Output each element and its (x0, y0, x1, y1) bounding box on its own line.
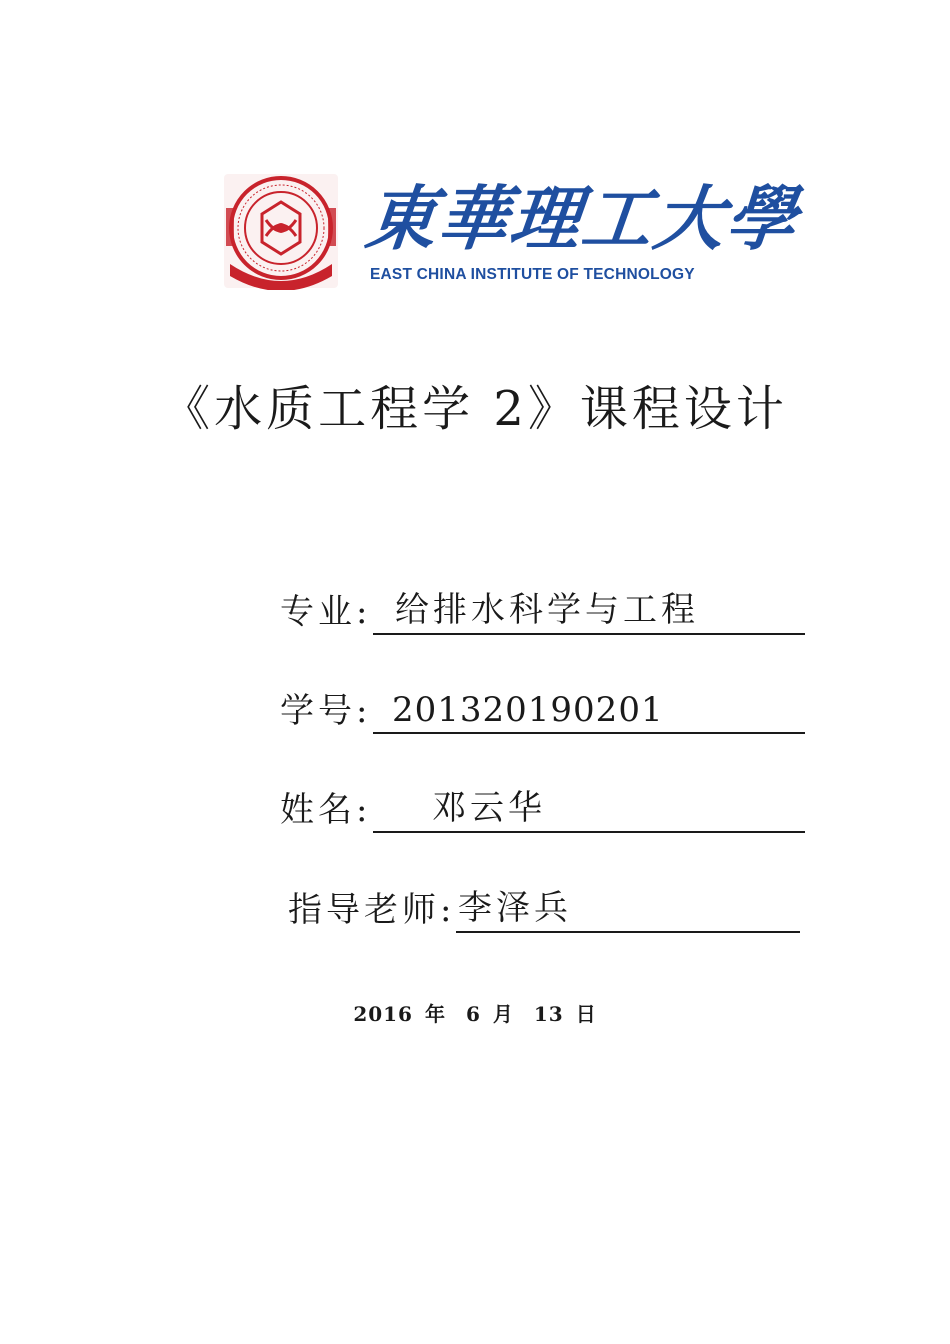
university-name-en: EAST CHINA INSTITUTE OF TECHNOLOGY (370, 266, 695, 283)
document-title: 《水质工程学 2》课程设计 (162, 381, 788, 437)
field-student-id-value: 201320190201 (392, 690, 664, 730)
document-date (0, 998, 950, 1027)
field-name-underline (373, 831, 805, 833)
university-name-cn (361, 176, 803, 262)
date-day: 13 (533, 1002, 564, 1026)
university-seal-icon (222, 172, 340, 290)
field-major-underline (373, 633, 805, 635)
field-teacher-underline (456, 931, 800, 933)
field-major-value: 给排水科学与工程 (395, 590, 699, 630)
date-month-unit: 月 (492, 1002, 514, 1026)
date-month: 6 (465, 1002, 481, 1026)
field-student-id-label: 学号: (280, 691, 372, 731)
field-teacher-label: 指导老师: (288, 890, 456, 930)
field-major-label: 专业: (280, 592, 372, 632)
field-name-label: 姓名: (280, 790, 372, 830)
field-name-value: 邓云华 (432, 788, 546, 828)
field-major (280, 585, 805, 635)
date-day-unit: 日 (575, 1002, 597, 1026)
field-teacher-value: 李泽兵 (458, 888, 572, 928)
field-student-id (280, 684, 805, 734)
field-teacher (288, 883, 800, 933)
field-name (280, 783, 805, 833)
date-year: 2016 (353, 1002, 413, 1026)
field-student-id-underline (373, 732, 805, 734)
date-year-unit: 年 (424, 1002, 446, 1026)
university-name-cn-text: 東華理工大學 (361, 177, 803, 260)
